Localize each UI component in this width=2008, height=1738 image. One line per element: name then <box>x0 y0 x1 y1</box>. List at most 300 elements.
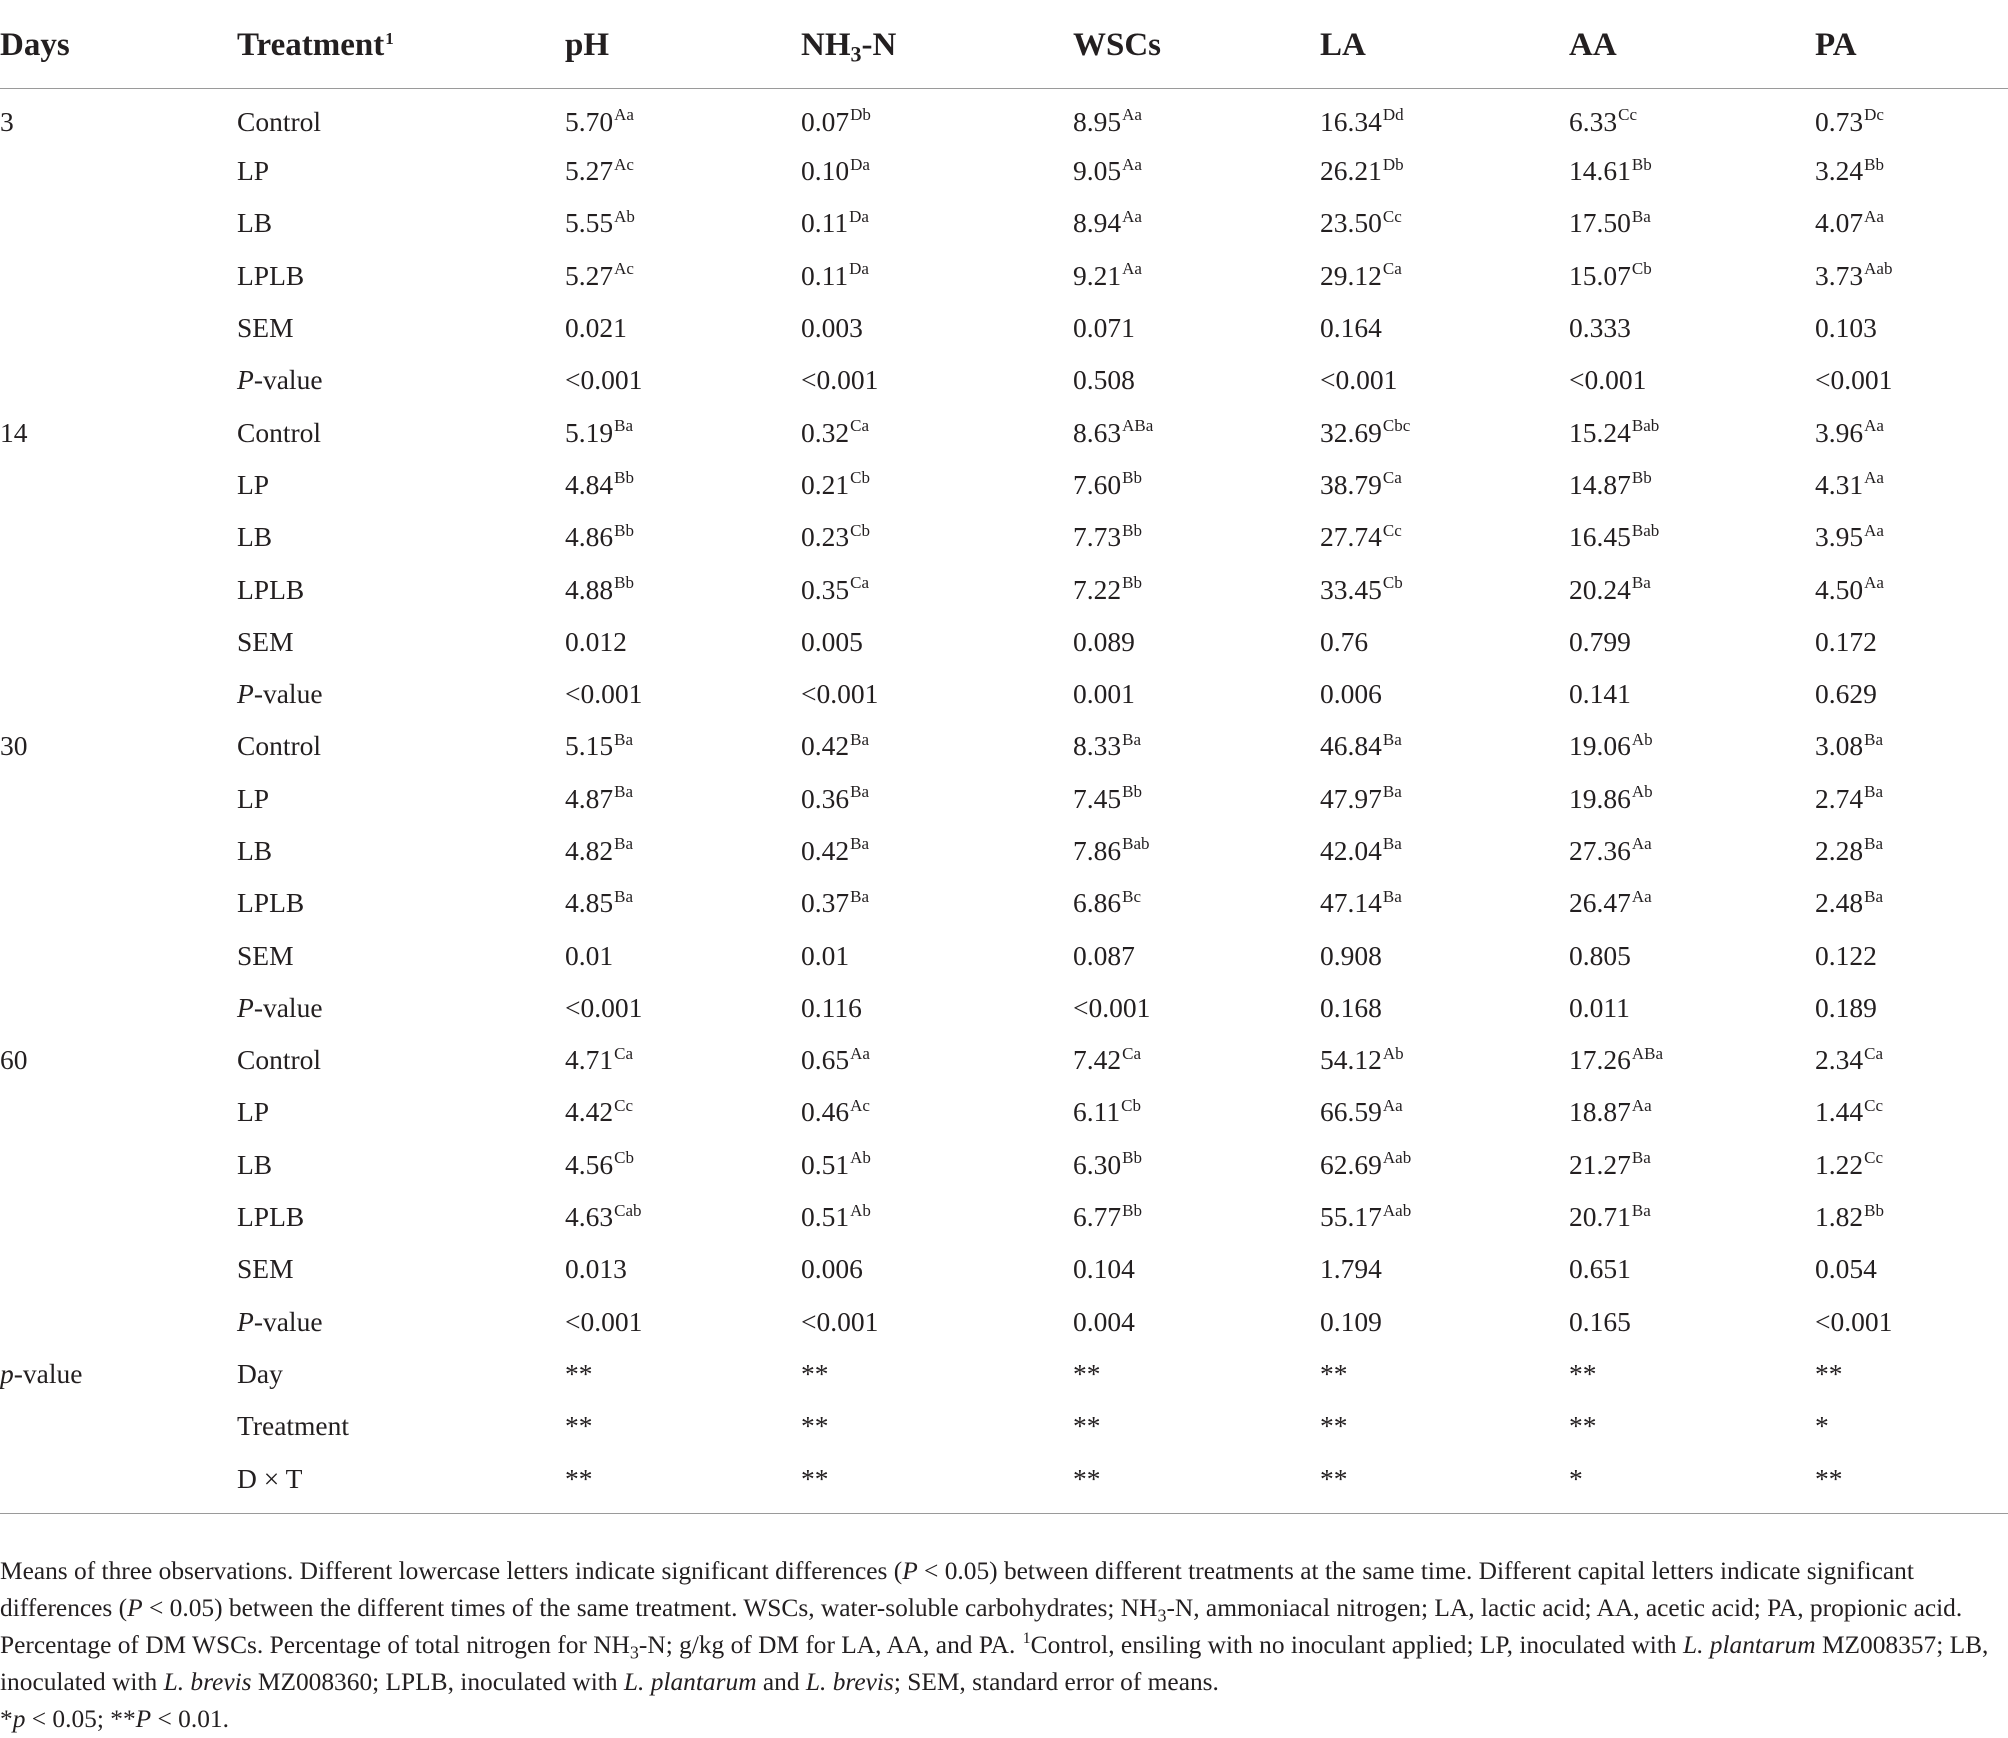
cell-aa <box>1569 929 1815 981</box>
cell-value: 9.05 <box>1073 155 1122 187</box>
cell-pa <box>1815 197 2008 249</box>
table-row <box>0 877 2008 929</box>
cell-wscs <box>1073 929 1320 981</box>
cell-nh3n <box>801 459 1073 511</box>
cell-value: 3.24 <box>1815 155 1864 187</box>
cell-pa <box>1815 877 2008 929</box>
significance-letters: Bb <box>1122 572 1142 592</box>
cell-treatment: P-value <box>237 364 323 396</box>
significance-letters: Cc <box>1382 206 1402 226</box>
significance-letters: Cc <box>1382 520 1402 540</box>
cell-value: 4.63 <box>565 1201 614 1233</box>
cell-days <box>0 825 237 877</box>
significance-letters: Ba <box>1864 782 1884 802</box>
cell-aa <box>1569 877 1815 929</box>
cell-pa <box>1815 825 2008 877</box>
cell-value: 0.012 <box>565 625 627 657</box>
cell-nh3n <box>801 145 1073 197</box>
cell-la <box>1320 1086 1569 1138</box>
header-pa: PA <box>1815 0 2008 89</box>
cell-value: 0.65 <box>801 1044 850 1076</box>
cell-value: 4.82 <box>565 835 614 866</box>
cell-nh3n <box>801 1452 1073 1513</box>
cell-value: 0.629 <box>1815 678 1877 710</box>
cell-value: ** <box>565 1410 593 1442</box>
cell-treatment: LB <box>237 835 273 866</box>
cell-value: 20.71 <box>1569 1201 1631 1233</box>
cell-value: ** <box>801 1357 829 1389</box>
cell-aa <box>1569 89 1815 146</box>
cell-pa <box>1815 250 2008 302</box>
cell-value: 0.73 <box>1815 106 1864 137</box>
cell-aa <box>1569 1296 1815 1348</box>
cell-days <box>0 354 237 406</box>
cell-ph <box>565 354 801 406</box>
cell-nh3n <box>801 1243 1073 1295</box>
cell-wscs <box>1073 877 1320 929</box>
cell-wscs <box>1073 563 1320 615</box>
significance-letters: Ba <box>850 782 870 802</box>
table-row <box>0 668 2008 720</box>
cell-value: 0.07 <box>801 106 850 137</box>
cell-days: 60 <box>0 1044 28 1076</box>
cell-nh3n <box>801 1139 1073 1191</box>
cell-wscs <box>1073 250 1320 302</box>
significance-letters: Ba <box>614 886 634 906</box>
cell-value: 6.30 <box>1073 1148 1122 1180</box>
significance-letters: Ba <box>614 834 634 854</box>
table-row <box>0 511 2008 563</box>
cell-value: ** <box>1569 1357 1597 1389</box>
cell-value: ** <box>801 1462 829 1494</box>
significance-letters: Bab <box>1631 416 1660 436</box>
cell-value: 0.004 <box>1073 1305 1135 1337</box>
cell-value: 0.122 <box>1815 939 1877 971</box>
significance-letters: Bb <box>614 572 634 592</box>
cell-value: 0.32 <box>801 416 850 448</box>
cell-days <box>0 668 237 720</box>
cell-value: 7.86 <box>1073 835 1122 866</box>
cell-value: ** <box>1320 1410 1348 1442</box>
significance-letters: Aa <box>1864 520 1884 540</box>
cell-value: 0.168 <box>1320 991 1382 1023</box>
cell-wscs <box>1073 511 1320 563</box>
cell-value: 0.087 <box>1073 939 1135 971</box>
cell-aa <box>1569 1400 1815 1452</box>
cell-wscs <box>1073 1296 1320 1348</box>
cell-value: 0.36 <box>801 782 850 814</box>
cell-ph <box>565 1452 801 1513</box>
cell-pa <box>1815 145 2008 197</box>
cell-la <box>1320 1139 1569 1191</box>
cell-value: 0.01 <box>565 939 614 971</box>
cell-days <box>0 511 237 563</box>
significance-letters: Ab <box>1631 729 1653 749</box>
significance-letters: Bb <box>614 520 634 540</box>
cell-value: 20.24 <box>1569 573 1631 605</box>
cell-wscs <box>1073 982 1320 1034</box>
cell-treatment: SEM <box>237 625 294 657</box>
cell-wscs <box>1073 459 1320 511</box>
cell-treatment: Control <box>237 730 322 762</box>
cell-value: 19.86 <box>1569 782 1631 814</box>
header-row <box>0 0 2008 89</box>
cell-ph <box>565 1243 801 1295</box>
cell-la <box>1320 982 1569 1034</box>
cell-treatment: SEM <box>237 312 294 344</box>
cell-value: 0.089 <box>1073 625 1135 657</box>
cell-pa <box>1815 1243 2008 1295</box>
cell-value: ** <box>1073 1462 1101 1494</box>
cell-value: 55.17 <box>1320 1201 1382 1233</box>
cell-value: 4.50 <box>1815 573 1864 605</box>
significance-letters: Ba <box>850 886 870 906</box>
cell-value: 7.22 <box>1073 573 1122 605</box>
cell-treatment: D × T <box>237 1462 303 1494</box>
cell-value: 7.42 <box>1073 1044 1122 1076</box>
cell-la <box>1320 929 1569 981</box>
cell-la <box>1320 354 1569 406</box>
significance-letters: Ca <box>850 572 870 592</box>
cell-value: * <box>1815 1410 1829 1442</box>
table-row <box>0 459 2008 511</box>
cell-wscs <box>1073 406 1320 458</box>
cell-value: 46.84 <box>1320 730 1382 762</box>
cell-wscs <box>1073 773 1320 825</box>
cell-value: 0.189 <box>1815 991 1877 1023</box>
header-aa: AA <box>1569 0 1815 89</box>
cell-pa <box>1815 459 2008 511</box>
cell-wscs <box>1073 1243 1320 1295</box>
cell-wscs <box>1073 720 1320 772</box>
significance-letters: Ba <box>1382 729 1402 749</box>
significance-letters: Ba <box>614 729 634 749</box>
cell-pa <box>1815 773 2008 825</box>
cell-days <box>0 1348 237 1400</box>
cell-value: 0.165 <box>1569 1305 1631 1337</box>
cell-value: 0.054 <box>1815 1253 1877 1285</box>
footnote-paragraph: Means of three observations. Different lowercase letters indicate significant differences (P < 0.05) between different treatments at the same time. Different capital letters indicate significant differences (P < 0.05) between the different times of the same treatment. WSCs, water-soluble carbohydrates; $NH_3-N$, ammoniacal nitrogen; LA, lactic acid; AA, acetic acid; PA, propionic acid. Percentage of DM WSCs. Percentage of total nitrogen for $NH_3-N$; g/kg of DM for LA, AA, and PA. $^1$Control, ensiling with no inoculant applied; LP, inoculated with L. plantarum MZ008357; LB, inoculated with L. brevis MZ008360; LPLB, inoculated with L. plantarum and L. brevis; SEM, standard error of means. <box>0 1557 1989 1696</box>
cell-value: ** <box>1320 1462 1348 1494</box>
cell-pa <box>1815 982 2008 1034</box>
cell-aa <box>1569 250 1815 302</box>
cell-ph <box>565 877 801 929</box>
significance-letters: Ba <box>1382 886 1402 906</box>
significance-letters: Cc <box>614 1095 634 1115</box>
header-treatment: Treatment$^1$ <box>237 0 565 89</box>
cell-value: <0.001 <box>565 678 643 710</box>
significance-letters: Aa <box>1631 886 1652 906</box>
significance-letters: Bb <box>1122 1148 1142 1168</box>
cell-value: 23.50 <box>1320 207 1382 239</box>
significance-letters: Ca <box>1122 1043 1142 1063</box>
cell-nh3n <box>801 720 1073 772</box>
cell-la <box>1320 302 1569 354</box>
cell-value: 42.04 <box>1320 835 1382 866</box>
cell-aa <box>1569 773 1815 825</box>
significance-letters: Bb <box>1864 1200 1884 1220</box>
cell-value: 21.27 <box>1569 1148 1631 1180</box>
cell-value: 29.12 <box>1320 259 1382 291</box>
cell-ph <box>565 406 801 458</box>
significance-letters: Aa <box>850 1043 870 1063</box>
significance-letters: Ca <box>1864 1043 1884 1063</box>
cell-wscs <box>1073 825 1320 877</box>
significance-letters: Cb <box>1121 1095 1141 1115</box>
header-la: LA <box>1320 0 1569 89</box>
cell-value: 4.71 <box>565 1044 614 1076</box>
significance-letters: Bb <box>1631 468 1652 488</box>
header-nh3n: $NH_3-N$ <box>801 0 1073 89</box>
cell-days <box>0 1452 237 1513</box>
table-body <box>0 89 2008 1514</box>
cell-aa <box>1569 720 1815 772</box>
cell-treatment: LPLB <box>237 259 305 291</box>
cell-value: 0.116 <box>801 991 862 1023</box>
significance-letters: Cab <box>614 1200 642 1220</box>
cell-value: ** <box>1815 1357 1843 1389</box>
table-row <box>0 89 2008 146</box>
cell-value: 27.74 <box>1320 521 1382 553</box>
cell-days <box>0 197 237 249</box>
significance-letters: Ba <box>850 729 870 749</box>
cell-value: 14.87 <box>1569 468 1631 500</box>
cell-treatment: LP <box>237 468 270 500</box>
cell-value: ** <box>1569 1410 1597 1442</box>
significance-letters: Aab <box>1382 1200 1412 1220</box>
significance-letters: Cbc <box>1382 416 1411 436</box>
cell-ph <box>565 773 801 825</box>
cell-pa <box>1815 668 2008 720</box>
significance-letters: Ba <box>1631 1148 1651 1168</box>
cell-days <box>0 459 237 511</box>
significance-letters: Bc <box>1122 886 1142 906</box>
cell-ph <box>565 1191 801 1243</box>
significance-letters: Aa <box>1631 834 1652 854</box>
significance-letters: Ab <box>614 206 635 226</box>
cell-pa <box>1815 616 2008 668</box>
cell-value: 4.42 <box>565 1096 614 1128</box>
cell-value: 4.87 <box>565 782 614 814</box>
cell-aa <box>1569 1452 1815 1513</box>
cell-value: 15.24 <box>1569 416 1631 448</box>
cell-aa <box>1569 511 1815 563</box>
cell-treatment: LPLB <box>237 1201 305 1233</box>
cell-value: 7.45 <box>1073 782 1122 814</box>
cell-nh3n <box>801 250 1073 302</box>
cell-value: 0.104 <box>1073 1253 1135 1285</box>
cell-value: <0.001 <box>801 1305 879 1337</box>
cell-la <box>1320 877 1569 929</box>
cell-ph <box>565 1139 801 1191</box>
cell-la <box>1320 1296 1569 1348</box>
significance-letters: Da <box>849 206 869 226</box>
cell-value: 47.14 <box>1320 887 1382 919</box>
cell-value: ** <box>1073 1410 1101 1442</box>
cell-pa <box>1815 929 2008 981</box>
cell-treatment: Control <box>237 1044 322 1076</box>
significance-letters: Db <box>1382 154 1404 174</box>
cell-value: 1.44 <box>1815 1096 1864 1128</box>
cell-treatment: SEM <box>237 1253 294 1285</box>
cell-value: 0.172 <box>1815 625 1877 657</box>
significance-letters: Cb <box>1382 572 1403 592</box>
cell-treatment: Day <box>237 1357 283 1389</box>
significance-letters: Bab <box>1122 834 1150 854</box>
cell-aa <box>1569 1191 1815 1243</box>
cell-value: 0.42 <box>801 730 850 762</box>
table-row <box>0 1296 2008 1348</box>
cell-aa <box>1569 1348 1815 1400</box>
table-footnote <box>0 1553 2008 1738</box>
cell-la <box>1320 668 1569 720</box>
cell-ph <box>565 563 801 615</box>
cell-value: 5.19 <box>565 416 614 448</box>
table-row <box>0 563 2008 615</box>
cell-value: ** <box>1320 1357 1348 1389</box>
significance-letters: Ca <box>1382 259 1402 279</box>
cell-value: 0.141 <box>1569 678 1631 710</box>
cell-value: 19.06 <box>1569 730 1631 762</box>
cell-value: 26.21 <box>1320 155 1382 187</box>
cell-nh3n <box>801 982 1073 1034</box>
cell-wscs <box>1073 616 1320 668</box>
cell-value: <0.001 <box>1815 1305 1893 1337</box>
cell-treatment: P-value <box>237 1305 323 1337</box>
cell-la <box>1320 1452 1569 1513</box>
cell-days <box>0 773 237 825</box>
cell-value: 15.07 <box>1569 259 1631 291</box>
cell-value: 1.22 <box>1815 1148 1864 1180</box>
cell-value: 4.07 <box>1815 207 1864 239</box>
cell-days <box>0 616 237 668</box>
cell-ph <box>565 929 801 981</box>
significance-letters: Ba <box>1631 206 1651 226</box>
cell-value: 0.37 <box>801 887 850 919</box>
significance-letters: Ac <box>850 1095 870 1115</box>
cell-wscs <box>1073 197 1320 249</box>
significance-letters: Aa <box>614 105 634 125</box>
cell-value: 38.79 <box>1320 468 1382 500</box>
cell-value: 8.94 <box>1073 207 1122 239</box>
cell-nh3n <box>801 616 1073 668</box>
significance-letters: Ba <box>614 416 634 436</box>
cell-la <box>1320 563 1569 615</box>
cell-value: ** <box>801 1410 829 1442</box>
cell-value: 0.005 <box>801 625 863 657</box>
significance-letters: Ab <box>850 1200 871 1220</box>
cell-wscs <box>1073 1400 1320 1452</box>
significance-letters: Bb <box>1122 520 1142 540</box>
cell-value: 5.15 <box>565 730 614 762</box>
cell-nh3n <box>801 511 1073 563</box>
cell-pa <box>1815 720 2008 772</box>
cell-nh3n <box>801 1400 1073 1452</box>
significance-letters: Ba <box>1864 834 1884 854</box>
cell-wscs <box>1073 668 1320 720</box>
cell-ph <box>565 720 801 772</box>
cell-value: 0.11 <box>801 207 849 239</box>
cell-pa <box>1815 1400 2008 1452</box>
cell-aa <box>1569 1034 1815 1086</box>
table-row <box>0 1086 2008 1138</box>
cell-aa <box>1569 668 1815 720</box>
cell-aa <box>1569 1139 1815 1191</box>
cell-value: 3.96 <box>1815 416 1864 448</box>
significance-letters: Dc <box>1864 105 1884 125</box>
significance-letters: Cc <box>1864 1148 1884 1168</box>
cell-value: 0.003 <box>801 312 863 344</box>
significance-letters: Aa <box>1122 105 1142 125</box>
cell-la <box>1320 89 1569 146</box>
table-row <box>0 929 2008 981</box>
cell-la <box>1320 1400 1569 1452</box>
cell-treatment: LP <box>237 1096 270 1128</box>
cell-value: 2.34 <box>1815 1044 1864 1076</box>
cell-nh3n <box>801 89 1073 146</box>
cell-value: 9.21 <box>1073 259 1122 291</box>
cell-value: 62.69 <box>1320 1148 1382 1180</box>
cell-ph <box>565 197 801 249</box>
cell-treatment: LB <box>237 521 273 553</box>
table-row <box>0 773 2008 825</box>
significance-letters: Aa <box>1864 206 1884 226</box>
significance-letters: Cc <box>1618 105 1638 125</box>
cell-value: ** <box>565 1462 593 1494</box>
cell-la <box>1320 406 1569 458</box>
cell-treatment: LP <box>237 782 270 814</box>
cell-value: 3.73 <box>1815 259 1864 291</box>
cell-ph <box>565 1296 801 1348</box>
cell-treatment: Control <box>237 106 322 137</box>
significance-letters: Aab <box>1382 1148 1412 1168</box>
cell-treatment: LPLB <box>237 573 305 605</box>
significance-letters: Cc <box>1864 1095 1884 1115</box>
cell-value: 0.23 <box>801 521 850 553</box>
cell-ph <box>565 250 801 302</box>
cell-value: 5.27 <box>565 155 614 187</box>
cell-wscs <box>1073 145 1320 197</box>
table-row <box>0 616 2008 668</box>
cell-nh3n <box>801 929 1073 981</box>
cell-pa <box>1815 511 2008 563</box>
cell-value: 1.794 <box>1320 1253 1382 1285</box>
cell-value: 0.10 <box>801 155 850 187</box>
cell-ph <box>565 982 801 1034</box>
cell-pa <box>1815 1139 2008 1191</box>
cell-value: ** <box>565 1357 593 1389</box>
cell-treatment: P-value <box>237 991 323 1023</box>
cell-la <box>1320 250 1569 302</box>
cell-aa <box>1569 1243 1815 1295</box>
table-row <box>0 1348 2008 1400</box>
cell-aa <box>1569 354 1815 406</box>
cell-pa <box>1815 406 2008 458</box>
cell-pa <box>1815 1348 2008 1400</box>
cell-la <box>1320 511 1569 563</box>
cell-days <box>0 1296 237 1348</box>
cell-la <box>1320 1348 1569 1400</box>
significance-letters: Ba <box>1382 782 1402 802</box>
cell-value: 18.87 <box>1569 1096 1631 1128</box>
cell-aa <box>1569 406 1815 458</box>
header-ph: pH <box>565 0 801 89</box>
significance-legend: *p < 0.05; **P < 0.01. <box>0 1705 229 1733</box>
cell-ph <box>565 1400 801 1452</box>
table-row <box>0 982 2008 1034</box>
cell-value: 66.59 <box>1320 1096 1382 1128</box>
cell-treatment: Control <box>237 416 322 448</box>
